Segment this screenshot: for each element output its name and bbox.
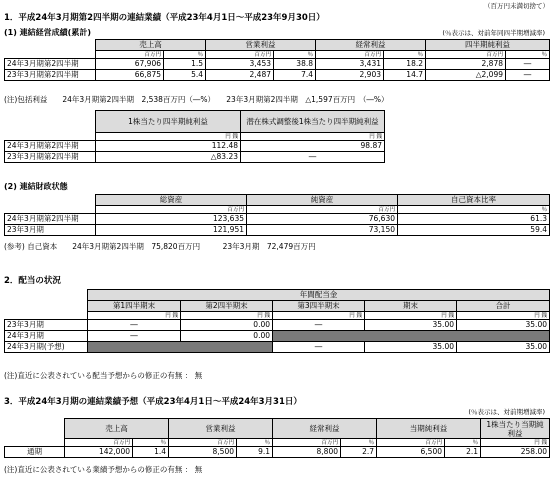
col-diluted-eps: 潜在株式調整後1株当たり四半期純利益 [241, 111, 385, 133]
unit: ％ [445, 439, 481, 447]
unit: 百万円 [96, 51, 164, 59]
cell: 35.00 [457, 342, 550, 353]
dividend-revision-note: (注)直近に公表されている配当予想からの修正の有無 ： 無 [4, 371, 203, 380]
unit-note: （百万円未満切捨て） [484, 2, 549, 10]
table-row [5, 141, 385, 152]
row-label: 23年3月期第2四半期 [5, 152, 96, 163]
cell: 142,000 [65, 447, 133, 458]
table-row [5, 152, 385, 163]
unit: 百万円 [96, 206, 247, 214]
cell: ― [88, 331, 181, 342]
cell: 2,903 [316, 70, 384, 81]
col-net-assets: 純資産 [247, 195, 398, 206]
col-net-income: 四半期純利益 [426, 40, 550, 51]
unit: 百万円 [426, 51, 506, 59]
percent-note: (％表示は、対前年同四半期増減率) [442, 29, 545, 37]
comprehensive-income-note: (注)包括利益 24年3月期第2四半期 2,538百万円（―%） 23年3月期第2四半期 △1,597百万円 （―%） [4, 95, 389, 104]
forecast-title: 3．平成24年3月期の連結業績予想（平成23年4月1日～平成24年3月31日） [4, 397, 302, 407]
unit: 百万円 [273, 439, 341, 447]
col-year-end: 期末 [365, 301, 457, 312]
row-label: 24年3月期第2四半期 [5, 59, 96, 70]
cell: ― [88, 320, 181, 331]
cell: 1.5 [164, 59, 206, 70]
cell: ― [273, 320, 365, 331]
unit: ％ [274, 51, 316, 59]
operating-results-table [4, 39, 550, 81]
col-eps: 1株当たり四半期純利益 [96, 111, 241, 133]
unit: 百万円 [65, 439, 133, 447]
shaded-cell [88, 342, 273, 353]
cell: 98.87 [241, 141, 385, 152]
col-operating-income: 営業利益 [169, 419, 273, 439]
cell: ― [506, 70, 550, 81]
cell: △2,099 [426, 70, 506, 81]
row-label: 24年3月期 [5, 331, 88, 342]
unit: 百万円 [377, 439, 445, 447]
row-label: 23年3月期 [5, 225, 96, 236]
unit: ％ [133, 439, 169, 447]
cell: 35.00 [365, 320, 457, 331]
cell: 35.00 [365, 342, 457, 353]
cell: 5.4 [164, 70, 206, 81]
cell: 59.4 [398, 225, 550, 236]
unit: 円 銭 [365, 312, 457, 320]
forecast-table [4, 418, 550, 458]
cell: 14.7 [384, 70, 426, 81]
unit: 円 銭 [273, 312, 365, 320]
cell: 123,635 [96, 214, 247, 225]
table-row [5, 331, 550, 342]
table-row [5, 225, 550, 236]
cell: 73,150 [247, 225, 398, 236]
cell: 18.2 [384, 59, 426, 70]
col-sales: 売上高 [96, 40, 206, 51]
unit: ％ [237, 439, 273, 447]
cell: 0.00 [181, 331, 273, 342]
cell: 0.00 [181, 320, 273, 331]
cell: 66,875 [96, 70, 164, 81]
operating-results-title: (1) 連結経営成績(累計) [4, 28, 91, 37]
unit: 円 銭 [481, 439, 550, 447]
col-eps: 1株当たり当期純利益 [481, 419, 550, 439]
table-row [5, 342, 550, 353]
unit: 円 銭 [241, 133, 385, 141]
cell: 2.1 [445, 447, 481, 458]
cell: 1.4 [133, 447, 169, 458]
cell: ― [506, 59, 550, 70]
col-q1: 第1四半期末 [88, 301, 181, 312]
financial-position-table [4, 194, 550, 236]
cell: 6,500 [377, 447, 445, 458]
financial-position-title: (2) 連結財政状態 [4, 182, 68, 191]
unit: ％ [384, 51, 426, 59]
row-label: 通期 [5, 447, 65, 458]
table-row [5, 320, 550, 331]
unit: 百万円 [316, 51, 384, 59]
col-ordinary-income: 経常利益 [316, 40, 426, 51]
cell: 258.00 [481, 447, 550, 458]
unit: 円 銭 [96, 133, 241, 141]
cell: 7.4 [274, 70, 316, 81]
unit: 百万円 [206, 51, 274, 59]
cell: 35.00 [457, 320, 550, 331]
col-sales: 売上高 [65, 419, 169, 439]
unit: ％ [398, 206, 550, 214]
table-row [5, 214, 550, 225]
unit: 円 銭 [457, 312, 550, 320]
cell: △83.23 [96, 152, 241, 163]
cell: 9.1 [237, 447, 273, 458]
eps-table [4, 110, 385, 163]
dividends-table [4, 289, 550, 353]
cell: 8,500 [169, 447, 237, 458]
cell: 2,487 [206, 70, 274, 81]
cell: 67,906 [96, 59, 164, 70]
col-q3: 第3四半期末 [273, 301, 365, 312]
col-operating-income: 営業利益 [206, 40, 316, 51]
unit: 円 銭 [88, 312, 181, 320]
shaded-cell [273, 331, 550, 342]
annual-dividend-header: 年間配当金 [88, 290, 550, 301]
cell: ― [273, 342, 365, 353]
cell: 2.7 [341, 447, 377, 458]
dividends-title: 2．配当の状況 [4, 276, 61, 286]
row-label: 23年3月期第2四半期 [5, 70, 96, 81]
col-net-income: 当期純利益 [377, 419, 481, 439]
col-ordinary-income: 経常利益 [273, 419, 377, 439]
table-row [5, 59, 550, 70]
cell: ― [241, 152, 385, 163]
cell: 76,630 [247, 214, 398, 225]
row-label: 23年3月期 [5, 320, 88, 331]
forecast-revision-note: (注)直近に公表されている業績予想からの修正の有無 ： 無 [4, 465, 203, 474]
unit: ％ [506, 51, 550, 59]
unit: ％ [341, 439, 377, 447]
cell: 3,431 [316, 59, 384, 70]
row-label: 24年3月期(予想) [5, 342, 88, 353]
cell: 8,800 [273, 447, 341, 458]
unit: 円 銭 [181, 312, 273, 320]
cell: 38.8 [274, 59, 316, 70]
cell: 121,951 [96, 225, 247, 236]
unit: 百万円 [169, 439, 237, 447]
row-label: 24年3月期第2四半期 [5, 214, 96, 225]
col-equity-ratio: 自己資本比率 [398, 195, 550, 206]
table-row [5, 70, 550, 81]
table-row [5, 447, 550, 458]
row-label: 24年3月期第2四半期 [5, 141, 96, 152]
cell: 2,878 [426, 59, 506, 70]
col-total-assets: 総資産 [96, 195, 247, 206]
cell: 3,453 [206, 59, 274, 70]
forecast-percent-note: (％表示は、対前期増減率) [468, 408, 545, 416]
section1-title: 1．平成24年3月期第2四半期の連結業績（平成23年4月1日～平成23年9月30日） [4, 13, 325, 23]
col-q2: 第2四半期末 [181, 301, 273, 312]
unit: 百万円 [247, 206, 398, 214]
cell: 61.3 [398, 214, 550, 225]
cell: 112.48 [96, 141, 241, 152]
col-total: 合計 [457, 301, 550, 312]
unit: ％ [164, 51, 206, 59]
equity-reference: (参考) 自己資本 24年3月期第2四半期 75,820百万円 23年3月期 72,479百万円 [4, 242, 316, 251]
